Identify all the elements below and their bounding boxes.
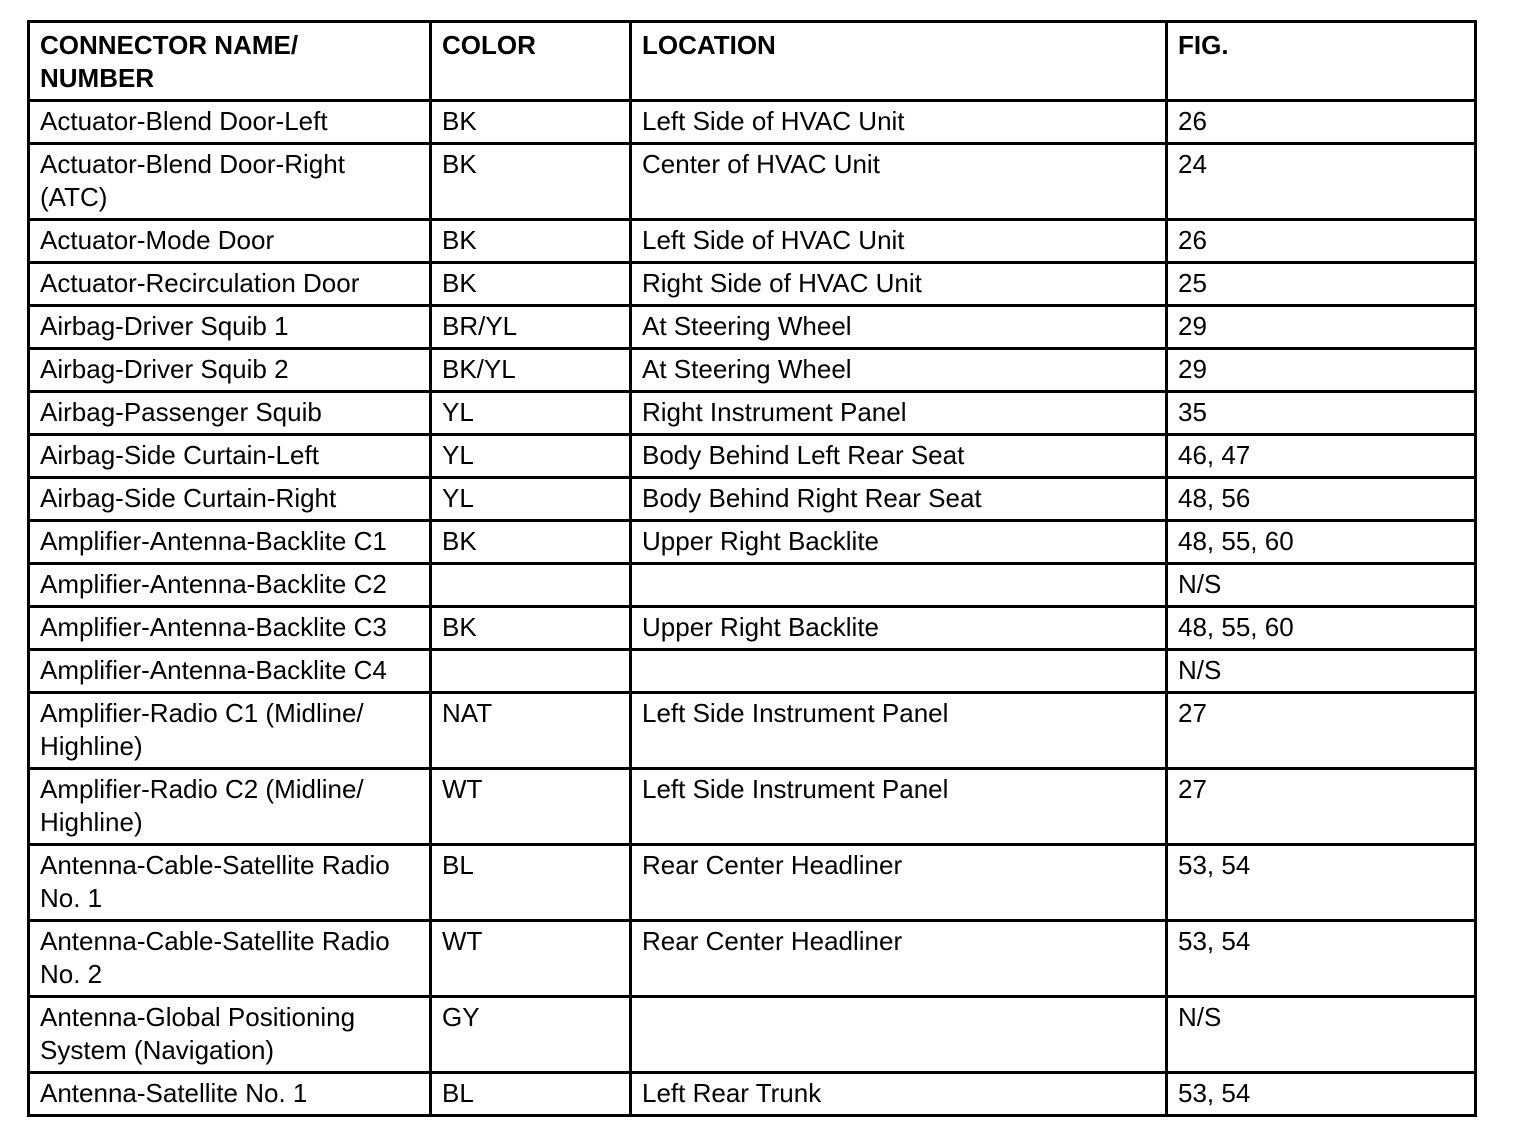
cell-connector-name: Actuator-Blend Door-Right (ATC) xyxy=(29,144,431,220)
table-row xyxy=(29,306,1476,349)
cell-connector-name: Airbag-Driver Squib 2 xyxy=(29,349,431,392)
cell-color: BK xyxy=(431,220,631,263)
table-row xyxy=(29,650,1476,693)
cell-fig: 27 xyxy=(1167,693,1476,769)
cell-color: YL xyxy=(431,392,631,435)
table-row xyxy=(29,392,1476,435)
cell-location: Left Side of HVAC Unit xyxy=(631,101,1167,144)
cell-connector-name: Amplifier-Radio C1 (Midline/ Highline) xyxy=(29,693,431,769)
cell-location: Rear Center Headliner xyxy=(631,921,1167,997)
cell-color xyxy=(431,564,631,607)
cell-connector-name: Airbag-Side Curtain-Right xyxy=(29,478,431,521)
table-row xyxy=(29,769,1476,845)
cell-connector-name: Antenna-Cable-Satellite Radio No. 2 xyxy=(29,921,431,997)
cell-fig: 53, 54 xyxy=(1167,845,1476,921)
cell-color: BK xyxy=(431,144,631,220)
cell-fig: 46, 47 xyxy=(1167,435,1476,478)
cell-location: At Steering Wheel xyxy=(631,349,1167,392)
cell-color: YL xyxy=(431,478,631,521)
table-row xyxy=(29,220,1476,263)
cell-location: Left Side Instrument Panel xyxy=(631,693,1167,769)
header-color: COLOR xyxy=(431,22,631,101)
cell-connector-name: Airbag-Passenger Squib xyxy=(29,392,431,435)
cell-location: Upper Right Backlite xyxy=(631,521,1167,564)
cell-connector-name: Amplifier-Antenna-Backlite C1 xyxy=(29,521,431,564)
cell-location: Body Behind Left Rear Seat xyxy=(631,435,1167,478)
cell-connector-name: Airbag-Driver Squib 1 xyxy=(29,306,431,349)
cell-fig: 29 xyxy=(1167,306,1476,349)
cell-color: GY xyxy=(431,997,631,1073)
cell-connector-name: Actuator-Mode Door xyxy=(29,220,431,263)
table-row xyxy=(29,607,1476,650)
table-row xyxy=(29,845,1476,921)
cell-location: Left Side Instrument Panel xyxy=(631,769,1167,845)
cell-color: BK xyxy=(431,263,631,306)
table-header-row xyxy=(29,22,1476,101)
cell-fig: 48, 56 xyxy=(1167,478,1476,521)
table-row xyxy=(29,478,1476,521)
cell-color: YL xyxy=(431,435,631,478)
cell-fig: N/S xyxy=(1167,997,1476,1073)
cell-color: WT xyxy=(431,769,631,845)
table-row xyxy=(29,997,1476,1073)
table-row xyxy=(29,349,1476,392)
cell-color: BR/YL xyxy=(431,306,631,349)
cell-fig: 26 xyxy=(1167,101,1476,144)
cell-color: WT xyxy=(431,921,631,997)
cell-location: Left Rear Trunk xyxy=(631,1073,1167,1116)
cell-color: BK xyxy=(431,101,631,144)
cell-connector-name: Amplifier-Antenna-Backlite C4 xyxy=(29,650,431,693)
cell-fig: N/S xyxy=(1167,564,1476,607)
cell-location: Left Side of HVAC Unit xyxy=(631,220,1167,263)
cell-location: Rear Center Headliner xyxy=(631,845,1167,921)
cell-location: Upper Right Backlite xyxy=(631,607,1167,650)
cell-fig: 25 xyxy=(1167,263,1476,306)
cell-fig: 35 xyxy=(1167,392,1476,435)
cell-fig: 48, 55, 60 xyxy=(1167,607,1476,650)
table-row xyxy=(29,263,1476,306)
header-location: LOCATION xyxy=(631,22,1167,101)
cell-fig: 26 xyxy=(1167,220,1476,263)
cell-fig: 48, 55, 60 xyxy=(1167,521,1476,564)
cell-color: BK xyxy=(431,521,631,564)
cell-color: BK xyxy=(431,607,631,650)
cell-color: BK/YL xyxy=(431,349,631,392)
table-row xyxy=(29,921,1476,997)
table-row xyxy=(29,564,1476,607)
cell-fig: 29 xyxy=(1167,349,1476,392)
cell-color: NAT xyxy=(431,693,631,769)
cell-fig: N/S xyxy=(1167,650,1476,693)
cell-location: Body Behind Right Rear Seat xyxy=(631,478,1167,521)
cell-connector-name: Antenna-Global Positioning System (Navigation) xyxy=(29,997,431,1073)
cell-color: BL xyxy=(431,1073,631,1116)
cell-connector-name: Actuator-Blend Door-Left xyxy=(29,101,431,144)
cell-connector-name: Amplifier-Antenna-Backlite C3 xyxy=(29,607,431,650)
cell-fig: 53, 54 xyxy=(1167,921,1476,997)
cell-fig: 53, 54 xyxy=(1167,1073,1476,1116)
cell-location: At Steering Wheel xyxy=(631,306,1167,349)
cell-color: BL xyxy=(431,845,631,921)
cell-connector-name: Antenna-Cable-Satellite Radio No. 1 xyxy=(29,845,431,921)
table-row xyxy=(29,144,1476,220)
cell-location xyxy=(631,564,1167,607)
table-row xyxy=(29,1073,1476,1116)
header-fig: FIG. xyxy=(1167,22,1476,101)
table-row xyxy=(29,521,1476,564)
header-connector-name: CONNECTOR NAME/ NUMBER xyxy=(29,22,431,101)
cell-fig: 27 xyxy=(1167,769,1476,845)
table-row xyxy=(29,101,1476,144)
cell-location: Right Instrument Panel xyxy=(631,392,1167,435)
cell-location: Center of HVAC Unit xyxy=(631,144,1167,220)
cell-location xyxy=(631,997,1167,1073)
cell-location xyxy=(631,650,1167,693)
cell-color xyxy=(431,650,631,693)
table-row xyxy=(29,435,1476,478)
cell-location: Right Side of HVAC Unit xyxy=(631,263,1167,306)
cell-fig: 24 xyxy=(1167,144,1476,220)
cell-connector-name: Antenna-Satellite No. 1 xyxy=(29,1073,431,1116)
cell-connector-name: Amplifier-Radio C2 (Midline/ Highline) xyxy=(29,769,431,845)
cell-connector-name: Amplifier-Antenna-Backlite C2 xyxy=(29,564,431,607)
connector-table xyxy=(27,20,1477,1117)
table-row xyxy=(29,693,1476,769)
cell-connector-name: Actuator-Recirculation Door xyxy=(29,263,431,306)
cell-connector-name: Airbag-Side Curtain-Left xyxy=(29,435,431,478)
